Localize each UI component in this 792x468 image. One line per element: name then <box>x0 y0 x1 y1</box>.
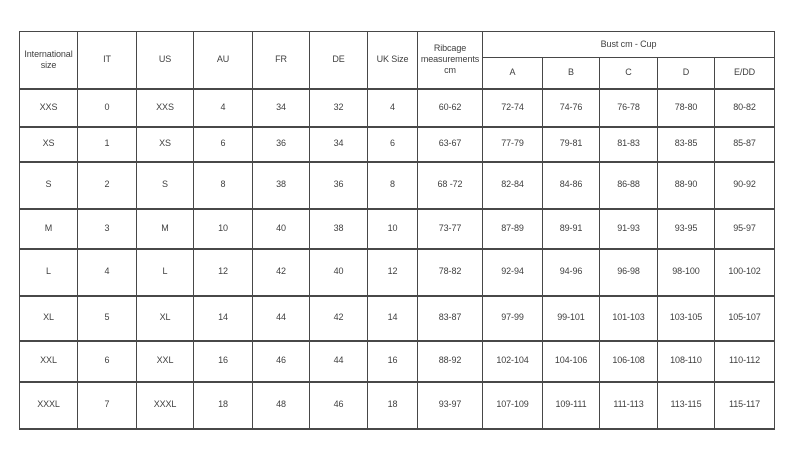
fr-cell: 44 <box>253 296 310 341</box>
au-cell: 4 <box>194 89 253 127</box>
col-header-cup-a: A <box>483 58 543 89</box>
col-header-it: IT <box>78 32 137 89</box>
cup-a-cell: 102-104 <box>483 341 543 382</box>
cup-a-cell: 72-74 <box>483 89 543 127</box>
cup-a-cell: 97-99 <box>483 296 543 341</box>
it-cell: 1 <box>78 127 137 162</box>
international-size-cell: S <box>20 162 78 209</box>
col-header-ribcage: Ribcage measurements cm <box>418 32 483 89</box>
uk-size-cell: 12 <box>368 249 418 296</box>
col-header-de: DE <box>310 32 368 89</box>
uk-size-cell: 8 <box>368 162 418 209</box>
de-cell: 44 <box>310 341 368 382</box>
col-header-bust-cup-group: Bust cm - Cup <box>483 32 775 58</box>
cup-edd-cell: 90-92 <box>715 162 775 209</box>
it-cell: 2 <box>78 162 137 209</box>
cup-b-cell: 104-106 <box>543 341 600 382</box>
cup-d-cell: 93-95 <box>658 209 715 249</box>
cup-c-cell: 106-108 <box>600 341 658 382</box>
cup-a-cell: 82-84 <box>483 162 543 209</box>
us-cell: M <box>137 209 194 249</box>
ribcage-cell: 83-87 <box>418 296 483 341</box>
cup-b-cell: 84-86 <box>543 162 600 209</box>
ribcage-cell: 88-92 <box>418 341 483 382</box>
de-cell: 38 <box>310 209 368 249</box>
col-header-au: AU <box>194 32 253 89</box>
fr-cell: 46 <box>253 341 310 382</box>
fr-cell: 38 <box>253 162 310 209</box>
cup-edd-cell: 105-107 <box>715 296 775 341</box>
international-size-cell: M <box>20 209 78 249</box>
ribcage-cell: 63-67 <box>418 127 483 162</box>
table-row <box>20 162 775 209</box>
cup-b-cell: 79-81 <box>543 127 600 162</box>
de-cell: 46 <box>310 382 368 429</box>
uk-size-cell: 6 <box>368 127 418 162</box>
it-cell: 4 <box>78 249 137 296</box>
de-cell: 34 <box>310 127 368 162</box>
cup-b-cell: 74-76 <box>543 89 600 127</box>
au-cell: 18 <box>194 382 253 429</box>
us-cell: XL <box>137 296 194 341</box>
au-cell: 16 <box>194 341 253 382</box>
table-row <box>20 209 775 249</box>
au-cell: 6 <box>194 127 253 162</box>
cup-edd-cell: 115-117 <box>715 382 775 429</box>
fr-cell: 40 <box>253 209 310 249</box>
cup-d-cell: 78-80 <box>658 89 715 127</box>
table-row <box>20 341 775 382</box>
international-size-cell: XXS <box>20 89 78 127</box>
it-cell: 7 <box>78 382 137 429</box>
cup-c-cell: 81-83 <box>600 127 658 162</box>
international-size-cell: XXXL <box>20 382 78 429</box>
cup-edd-cell: 95-97 <box>715 209 775 249</box>
de-cell: 40 <box>310 249 368 296</box>
it-cell: 0 <box>78 89 137 127</box>
au-cell: 14 <box>194 296 253 341</box>
ribcage-cell: 73-77 <box>418 209 483 249</box>
cup-d-cell: 83-85 <box>658 127 715 162</box>
cup-c-cell: 111-113 <box>600 382 658 429</box>
cup-a-cell: 107-109 <box>483 382 543 429</box>
table-row <box>20 296 775 341</box>
col-header-cup-b: B <box>543 58 600 89</box>
cup-c-cell: 76-78 <box>600 89 658 127</box>
ribcage-cell: 93-97 <box>418 382 483 429</box>
fr-cell: 36 <box>253 127 310 162</box>
au-cell: 10 <box>194 209 253 249</box>
cup-d-cell: 88-90 <box>658 162 715 209</box>
cup-d-cell: 103-105 <box>658 296 715 341</box>
cup-c-cell: 96-98 <box>600 249 658 296</box>
fr-cell: 42 <box>253 249 310 296</box>
us-cell: S <box>137 162 194 209</box>
table-row <box>20 249 775 296</box>
international-size-cell: XS <box>20 127 78 162</box>
fr-cell: 48 <box>253 382 310 429</box>
fr-cell: 34 <box>253 89 310 127</box>
cup-edd-cell: 80-82 <box>715 89 775 127</box>
table-body <box>20 89 775 429</box>
header-row-top <box>20 32 775 58</box>
uk-size-cell: 16 <box>368 341 418 382</box>
uk-size-cell: 4 <box>368 89 418 127</box>
uk-size-cell: 10 <box>368 209 418 249</box>
cup-edd-cell: 110-112 <box>715 341 775 382</box>
cup-a-cell: 92-94 <box>483 249 543 296</box>
ribcage-cell: 78-82 <box>418 249 483 296</box>
table-row <box>20 382 775 429</box>
us-cell: XXL <box>137 341 194 382</box>
col-header-us: US <box>137 32 194 89</box>
it-cell: 6 <box>78 341 137 382</box>
uk-size-cell: 14 <box>368 296 418 341</box>
cup-d-cell: 108-110 <box>658 341 715 382</box>
col-header-international-size: International size <box>20 32 78 89</box>
de-cell: 32 <box>310 89 368 127</box>
cup-c-cell: 101-103 <box>600 296 658 341</box>
international-size-cell: XXL <box>20 341 78 382</box>
us-cell: L <box>137 249 194 296</box>
us-cell: XXS <box>137 89 194 127</box>
us-cell: XS <box>137 127 194 162</box>
col-header-fr: FR <box>253 32 310 89</box>
au-cell: 8 <box>194 162 253 209</box>
cup-edd-cell: 100-102 <box>715 249 775 296</box>
us-cell: XXXL <box>137 382 194 429</box>
international-size-cell: XL <box>20 296 78 341</box>
cup-b-cell: 99-101 <box>543 296 600 341</box>
international-size-cell: L <box>20 249 78 296</box>
cup-edd-cell: 85-87 <box>715 127 775 162</box>
ribcage-cell: 68 -72 <box>418 162 483 209</box>
cup-b-cell: 109-111 <box>543 382 600 429</box>
col-header-cup-d: D <box>658 58 715 89</box>
cup-b-cell: 94-96 <box>543 249 600 296</box>
it-cell: 3 <box>78 209 137 249</box>
table-row <box>20 89 775 127</box>
au-cell: 12 <box>194 249 253 296</box>
table-header <box>20 32 775 89</box>
col-header-cup-c: C <box>600 58 658 89</box>
col-header-uk-size: UK Size <box>368 32 418 89</box>
de-cell: 36 <box>310 162 368 209</box>
cup-a-cell: 87-89 <box>483 209 543 249</box>
ribcage-cell: 60-62 <box>418 89 483 127</box>
cup-a-cell: 77-79 <box>483 127 543 162</box>
it-cell: 5 <box>78 296 137 341</box>
table-row <box>20 127 775 162</box>
cup-b-cell: 89-91 <box>543 209 600 249</box>
cup-d-cell: 113-115 <box>658 382 715 429</box>
cup-c-cell: 86-88 <box>600 162 658 209</box>
uk-size-cell: 18 <box>368 382 418 429</box>
col-header-cup-edd: E/DD <box>715 58 775 89</box>
size-conversion-table <box>19 31 775 430</box>
de-cell: 42 <box>310 296 368 341</box>
cup-c-cell: 91-93 <box>600 209 658 249</box>
cup-d-cell: 98-100 <box>658 249 715 296</box>
